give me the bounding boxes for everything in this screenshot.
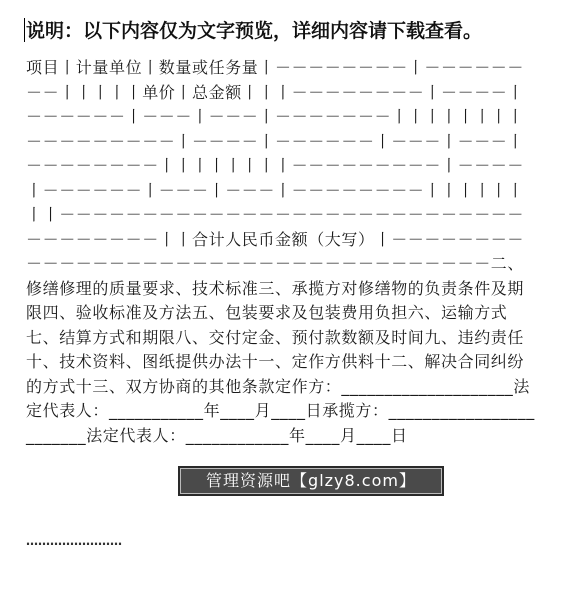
contract-preview-text: 项目丨计量单位丨数量或任务量丨－－－－－－－－丨－－－－－－－－丨丨丨丨丨单价丨总金额丨丨丨－－－－－－－－丨－－－－丨－－－－－－丨－－－丨－－－丨－－－－－－－丨丨丨丨丨丨丨丨－－－－－－－－－丨－－－－丨－－－－－－丨－－－丨－－－丨－－－－－－－－丨丨丨丨丨丨丨丨－－－－－－－－－丨－－－－丨－－－－－－丨－－－丨－－－丨－－－－－－－－丨丨丨丨丨丨丨丨－－－－－－－－－－－－－－－－－－－－－－－－－－－－－－－－－－－－丨丨合计人民币金额（大写）丨－－－－－－－－－－－－－－－－－－－－－－－－－－－－－－－－－－－－二、修缮修理的质量要求、技术标准三、承揽方对修缮物的负责条件及期限四、验收标准及方法五、包装要求及包装费用负担六、运输方式七、结算方式和期限八、交付定金、预付款数额及时间九、违约责任十、技术资料、图纸提供办法十一、定作方供料十二、解决合同纠纷的方式十三、双方协商的其他条款定作方：____________________法定代表人：___________年____月____日承揽方：________________________法定代表人：____________年____月____日 bbox=[26, 58, 535, 445]
site-watermark: 管理资源吧【glzy8.com】 bbox=[178, 466, 444, 496]
more-content-ellipsis: …………………… bbox=[26, 534, 122, 548]
text-cursor bbox=[24, 18, 25, 42]
preview-notice: 说明：以下内容仅为文字预览，详细内容请下载查看。 bbox=[26, 20, 483, 42]
